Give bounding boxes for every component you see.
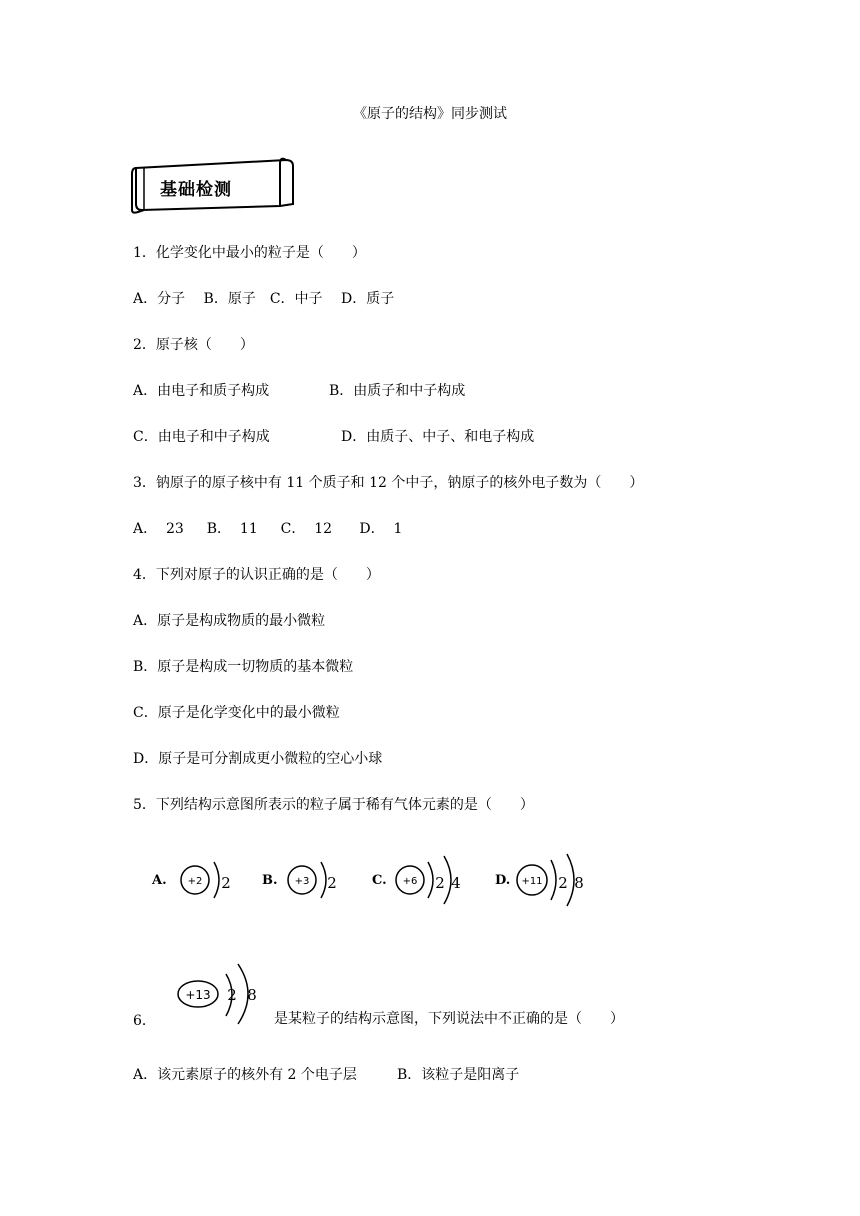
atom-structure-icon: [172, 960, 272, 1026]
question-3-options: A． 23 B． 11 C． 12 D． 1: [133, 521, 403, 537]
question-5-diagrams: [148, 848, 598, 908]
nucleus-charge: +13: [185, 988, 211, 1002]
shell-electrons: 8: [247, 986, 257, 1004]
atom-diagram-b: [260, 848, 350, 908]
question-2-options-ab: [133, 382, 465, 400]
shell-electrons: 2: [435, 874, 445, 892]
question-5-stem: 5．下列结构示意图所表示的粒子属于稀有气体元素的是（ ）: [133, 797, 534, 813]
question-4-option-c: C．原子是化学变化中的最小微粒: [133, 705, 340, 721]
atom-structure-icon: [260, 848, 350, 908]
shell-electrons: 2: [221, 874, 231, 892]
shell-electrons: 2: [558, 874, 568, 892]
shell-electrons: 4: [451, 874, 461, 892]
shell-electrons: 2: [327, 874, 337, 892]
question-4-option-b: B．原子是构成一切物质的基本微粒: [133, 659, 354, 675]
nucleus-charge: +6: [402, 876, 418, 887]
diagram-letter: D.: [495, 873, 511, 888]
question-6-diagram: [172, 960, 272, 1026]
question-4-option-d: D．原子是可分割成更小微粒的空心小球: [133, 751, 383, 767]
question-2-options-cd: [133, 428, 534, 446]
diagram-letter: A.: [152, 873, 167, 888]
option-b: B．该粒子是阳离子: [397, 1067, 520, 1083]
banner-label: 基础检测: [160, 180, 232, 200]
diagram-letter: C.: [372, 873, 387, 888]
atom-diagram-d: [493, 848, 593, 908]
question-6-options: [133, 1066, 519, 1084]
option-c: C．由电子和中子构成: [133, 429, 270, 445]
question-6-number: 6．: [133, 1013, 156, 1029]
nucleus-charge: +11: [521, 876, 543, 887]
question-4-stem: 4．下列对原子的认识正确的是（ ）: [133, 567, 380, 583]
question-3-stem: 3．钠原子的原子核中有 11 个质子和 12 个中子，钠原子的核外电子数为（ ）: [133, 475, 644, 491]
diagram-letter: B.: [262, 873, 278, 888]
page-title: 《原子的结构》同步测试: [353, 106, 507, 122]
nucleus-charge: +2: [187, 876, 203, 887]
atom-structure-icon: [148, 848, 238, 908]
option-d: D．由质子、中子、和电子构成: [341, 429, 535, 445]
option-a: A．该元素原子的核外有 2 个电子层: [133, 1067, 357, 1083]
atom-structure-icon: [493, 848, 593, 908]
question-1-options: A．分子 B．原子 C．中子 D．质子: [133, 291, 395, 307]
shell-electrons: 8: [574, 874, 584, 892]
atom-diagram-a: [148, 848, 238, 908]
question-2-stem: 2．原子核（ ）: [133, 337, 254, 353]
question-1-stem: 1．化学变化中最小的粒子是（ ）: [133, 245, 366, 261]
option-a: A．由电子和质子构成: [133, 383, 270, 399]
atom-diagram-c: [370, 848, 470, 908]
section-banner: [130, 154, 295, 214]
question-4-option-a: A．原子是构成物质的最小微粒: [133, 613, 326, 629]
option-b: B．由质子和中子构成: [329, 383, 466, 399]
shell-electrons: 2: [227, 986, 237, 1004]
question-6-stem: 是某粒子的结构示意图，下列说法中不正确的是（ ）: [274, 1011, 624, 1027]
nucleus-charge: +3: [294, 876, 310, 887]
atom-structure-icon: [370, 848, 470, 908]
